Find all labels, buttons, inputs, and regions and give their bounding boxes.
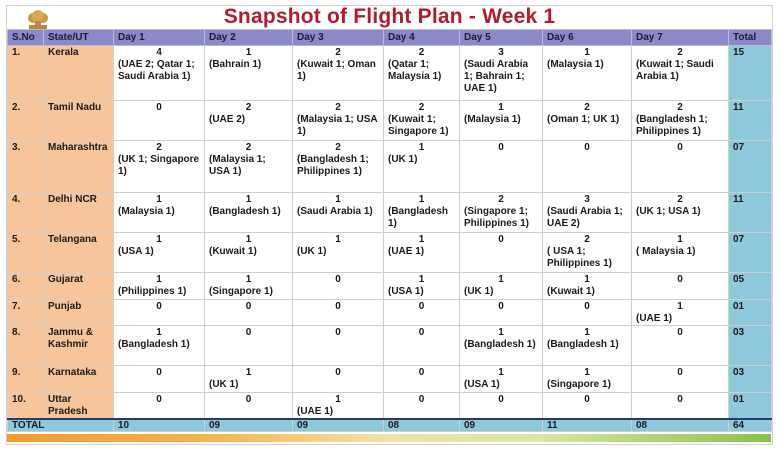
day-total: 08 bbox=[632, 419, 729, 432]
destination-detail: (Bangladesh 1) bbox=[388, 206, 449, 229]
day-cell bbox=[543, 326, 632, 366]
row-total: 07 bbox=[729, 141, 772, 193]
day-cell bbox=[460, 393, 543, 420]
row-total: 05 bbox=[729, 273, 772, 300]
flight-count: 0 bbox=[245, 327, 252, 338]
flight-count: 0 bbox=[677, 327, 683, 338]
flight-plan-table bbox=[7, 29, 772, 432]
destination-detail: (UK 1) bbox=[464, 286, 494, 297]
day-cell bbox=[384, 366, 460, 393]
destination-detail: ( USA 1; Philippines 1) bbox=[547, 246, 613, 269]
flight-count: 2 bbox=[677, 194, 683, 205]
flight-count: 0 bbox=[498, 394, 504, 405]
table-row bbox=[8, 233, 772, 273]
column-header: S.No bbox=[8, 30, 44, 46]
day-cell bbox=[384, 233, 460, 273]
state-name: Punjab bbox=[44, 300, 114, 326]
serial-number: 7. bbox=[8, 300, 44, 326]
day-cell bbox=[293, 233, 384, 273]
flight-count: 0 bbox=[156, 301, 162, 312]
destination-detail: (Bangladesh 1) bbox=[547, 339, 619, 350]
flight-count: 1 bbox=[335, 394, 341, 405]
flight-count: 0 bbox=[677, 367, 683, 378]
day-cell bbox=[460, 300, 543, 326]
day-cell bbox=[205, 101, 293, 141]
row-total: 03 bbox=[729, 366, 772, 393]
destination-detail: (Bangladesh 1; Philippines 1) bbox=[297, 154, 369, 177]
day-cell bbox=[114, 393, 205, 420]
day-cell bbox=[460, 141, 543, 193]
flight-count: 0 bbox=[335, 367, 341, 378]
day-cell bbox=[205, 233, 293, 273]
column-header: Day 2 bbox=[205, 30, 293, 46]
flight-count: 0 bbox=[677, 142, 683, 153]
destination-detail: (UK 1) bbox=[388, 154, 418, 165]
day-cell bbox=[384, 326, 460, 366]
day-cell bbox=[293, 273, 384, 300]
flight-count: 2 bbox=[335, 47, 341, 58]
flight-count: 1 bbox=[498, 274, 504, 285]
flight-count: 1 bbox=[418, 274, 425, 285]
column-header: Day 3 bbox=[293, 30, 384, 46]
row-total: 15 bbox=[729, 46, 772, 101]
flight-count: 0 bbox=[418, 367, 425, 378]
column-header: Day 5 bbox=[460, 30, 543, 46]
destination-detail: (Saudi Arabia 1; UAE 2) bbox=[547, 206, 623, 229]
destination-detail: (USA 1) bbox=[464, 379, 500, 390]
day-cell bbox=[205, 46, 293, 101]
destination-detail: (Kuwait 1) bbox=[547, 286, 595, 297]
header-row bbox=[8, 30, 772, 46]
table-row bbox=[8, 101, 772, 141]
destination-detail: (Philippines 1) bbox=[118, 286, 187, 297]
day-cell bbox=[632, 101, 729, 141]
flight-count: 0 bbox=[418, 327, 425, 338]
flight-count: 0 bbox=[156, 394, 162, 405]
day-cell bbox=[384, 300, 460, 326]
day-cell bbox=[293, 46, 384, 101]
destination-detail: (Bangladesh 1) bbox=[118, 339, 190, 350]
destination-detail: (UK 1; Singapore 1) bbox=[118, 154, 200, 177]
state-name: Delhi NCR bbox=[44, 193, 114, 233]
flight-count: 1 bbox=[156, 194, 162, 205]
flight-count: 2 bbox=[584, 234, 590, 245]
destination-detail: (Kuwait 1; Singapore 1) bbox=[388, 114, 449, 137]
flight-count: 2 bbox=[677, 102, 683, 113]
flight-count: 0 bbox=[584, 142, 590, 153]
day-cell bbox=[293, 393, 384, 420]
state-name: Maharashtra bbox=[44, 141, 114, 193]
destination-detail: (Qatar 1; Malaysia 1) bbox=[388, 59, 442, 82]
flight-count: 1 bbox=[584, 327, 590, 338]
flight-count: 0 bbox=[335, 274, 341, 285]
destination-detail: (Singapore 1; Philippines 1) bbox=[464, 206, 530, 229]
flight-count: 3 bbox=[498, 47, 504, 58]
flight-count: 1 bbox=[245, 234, 252, 245]
flight-count: 2 bbox=[335, 142, 341, 153]
day-cell bbox=[205, 193, 293, 233]
flight-count: 0 bbox=[498, 234, 504, 245]
flight-count: 2 bbox=[335, 102, 341, 113]
flight-count: 4 bbox=[156, 47, 162, 58]
state-name: Uttar Pradesh bbox=[44, 393, 114, 420]
day-cell bbox=[543, 101, 632, 141]
destination-detail: (Bangladesh 1; Philippines 1) bbox=[636, 114, 708, 137]
flight-count: 0 bbox=[584, 394, 590, 405]
flight-count: 1 bbox=[245, 47, 252, 58]
flight-count: 3 bbox=[584, 194, 590, 205]
serial-number: 5. bbox=[8, 233, 44, 273]
flight-count: 1 bbox=[156, 234, 162, 245]
destination-detail: (Malaysia 1) bbox=[547, 59, 604, 70]
flight-count: 1 bbox=[245, 367, 252, 378]
day-cell bbox=[632, 141, 729, 193]
flight-count: 0 bbox=[418, 301, 425, 312]
day-cell bbox=[114, 326, 205, 366]
flight-count: 1 bbox=[584, 47, 590, 58]
flight-count: 2 bbox=[156, 142, 162, 153]
flight-count: 1 bbox=[498, 327, 504, 338]
day-cell bbox=[114, 101, 205, 141]
flight-count: 0 bbox=[245, 394, 252, 405]
destination-detail: (UAE 2; Qatar 1; Saudi Arabia 1) bbox=[118, 59, 195, 82]
destination-detail: (Bangladesh 1) bbox=[464, 339, 536, 350]
state-name: Kerala bbox=[44, 46, 114, 101]
destination-detail: (UK 1; USA 1) bbox=[636, 206, 701, 217]
flight-count: 1 bbox=[677, 234, 683, 245]
destination-detail: (UK 1) bbox=[297, 246, 327, 257]
flight-count: 1 bbox=[677, 301, 683, 312]
table-row bbox=[8, 300, 772, 326]
table-row bbox=[8, 141, 772, 193]
flight-count: 0 bbox=[335, 327, 341, 338]
destination-detail: (Oman 1; UK 1) bbox=[547, 114, 620, 125]
day-cell bbox=[543, 366, 632, 393]
destination-detail: (UAE 1) bbox=[636, 313, 673, 324]
flight-count: 1 bbox=[584, 367, 590, 378]
destination-detail: (Malaysia 1; USA 1) bbox=[209, 154, 266, 177]
state-name: Gujarat bbox=[44, 273, 114, 300]
serial-number: 4. bbox=[8, 193, 44, 233]
day-cell bbox=[293, 193, 384, 233]
destination-detail: (Bahrain 1) bbox=[209, 59, 262, 70]
flight-count: 2 bbox=[498, 194, 504, 205]
column-header: Day 7 bbox=[632, 30, 729, 46]
destination-detail: (Kuwait 1; Oman 1) bbox=[297, 59, 376, 82]
flight-count: 0 bbox=[498, 142, 504, 153]
destination-detail: (UAE 2) bbox=[209, 114, 246, 125]
flight-count: 0 bbox=[677, 274, 683, 285]
destination-detail: (Saudi Arabia 1; Bahrain 1; UAE 1) bbox=[464, 59, 529, 94]
column-header: State/UT bbox=[44, 30, 114, 46]
day-cell bbox=[114, 300, 205, 326]
flight-count: 0 bbox=[418, 394, 425, 405]
state-name: Telangana bbox=[44, 233, 114, 273]
day-total: 09 bbox=[460, 419, 543, 432]
day-cell bbox=[205, 393, 293, 420]
day-cell bbox=[384, 273, 460, 300]
row-total: 01 bbox=[729, 393, 772, 420]
flight-count: 0 bbox=[584, 301, 590, 312]
flight-count: 2 bbox=[245, 142, 252, 153]
serial-number: 8. bbox=[8, 326, 44, 366]
destination-detail: (USA 1) bbox=[388, 286, 424, 297]
day-cell bbox=[293, 326, 384, 366]
day-cell bbox=[384, 101, 460, 141]
row-total: 11 bbox=[729, 193, 772, 233]
table-row bbox=[8, 326, 772, 366]
destination-detail: (Singapore 1) bbox=[209, 286, 273, 297]
day-cell bbox=[543, 300, 632, 326]
destination-detail: (UAE 1) bbox=[388, 246, 425, 257]
grand-total: 64 bbox=[729, 419, 772, 432]
day-cell bbox=[632, 300, 729, 326]
day-total: 09 bbox=[293, 419, 384, 432]
flight-count: 1 bbox=[245, 194, 252, 205]
destination-detail: (Kuwait 1) bbox=[209, 246, 257, 257]
day-cell bbox=[114, 366, 205, 393]
flight-count: 1 bbox=[156, 274, 162, 285]
flight-count: 1 bbox=[584, 274, 590, 285]
flight-count: 1 bbox=[498, 367, 504, 378]
day-cell bbox=[205, 300, 293, 326]
state-name: Tamil Nadu bbox=[44, 101, 114, 141]
flight-count: 2 bbox=[245, 102, 252, 113]
flight-count: 1 bbox=[156, 327, 162, 338]
flight-count: 1 bbox=[418, 194, 425, 205]
flight-count: 0 bbox=[245, 301, 252, 312]
serial-number: 9. bbox=[8, 366, 44, 393]
destination-detail: (Bangladesh 1) bbox=[209, 206, 281, 217]
flight-count: 0 bbox=[498, 301, 504, 312]
day-cell bbox=[205, 273, 293, 300]
destination-detail: (UAE 1) bbox=[297, 406, 334, 417]
day-cell bbox=[632, 366, 729, 393]
day-cell bbox=[632, 273, 729, 300]
destination-detail: ( Malaysia 1) bbox=[636, 246, 696, 257]
day-total: 08 bbox=[384, 419, 460, 432]
table-row bbox=[8, 366, 772, 393]
flight-count: 0 bbox=[677, 394, 683, 405]
row-total: 11 bbox=[729, 101, 772, 141]
day-cell bbox=[205, 366, 293, 393]
day-cell bbox=[543, 46, 632, 101]
day-total: 11 bbox=[543, 419, 632, 432]
serial-number: 1. bbox=[8, 46, 44, 101]
destination-detail: (UK 1) bbox=[209, 379, 239, 390]
day-cell bbox=[460, 366, 543, 393]
flight-count: 2 bbox=[418, 102, 425, 113]
serial-number: 2. bbox=[8, 101, 44, 141]
day-cell bbox=[205, 326, 293, 366]
day-cell bbox=[543, 141, 632, 193]
destination-detail: (USA 1) bbox=[118, 246, 154, 257]
table-row bbox=[8, 46, 772, 101]
totals-label: TOTAL bbox=[8, 419, 114, 432]
destination-detail: (Malaysia 1) bbox=[464, 114, 521, 125]
day-cell bbox=[114, 233, 205, 273]
flight-count: 1 bbox=[245, 274, 252, 285]
flight-count: 0 bbox=[156, 102, 162, 113]
page-title: Snapshot of Flight Plan - Week 1 bbox=[223, 5, 556, 28]
tricolor-footer-band bbox=[7, 434, 771, 442]
day-cell bbox=[460, 101, 543, 141]
day-cell bbox=[460, 193, 543, 233]
state-name: Karnataka bbox=[44, 366, 114, 393]
flight-count: 0 bbox=[335, 301, 341, 312]
day-cell bbox=[632, 46, 729, 101]
serial-number: 10. bbox=[8, 393, 44, 420]
day-cell bbox=[632, 393, 729, 420]
flight-count: 2 bbox=[584, 102, 590, 113]
row-total: 03 bbox=[729, 326, 772, 366]
day-cell bbox=[114, 273, 205, 300]
flight-count: 1 bbox=[335, 234, 341, 245]
day-cell bbox=[543, 233, 632, 273]
day-cell bbox=[293, 141, 384, 193]
destination-detail: (Saudi Arabia 1) bbox=[297, 206, 373, 217]
day-cell bbox=[114, 141, 205, 193]
flight-count: 2 bbox=[418, 47, 425, 58]
day-cell bbox=[384, 193, 460, 233]
flight-count: 1 bbox=[418, 142, 425, 153]
day-cell bbox=[543, 273, 632, 300]
day-cell bbox=[632, 233, 729, 273]
flight-count: 2 bbox=[677, 47, 683, 58]
day-cell bbox=[114, 193, 205, 233]
day-cell bbox=[384, 393, 460, 420]
table-row bbox=[8, 273, 772, 300]
column-header: Day 6 bbox=[543, 30, 632, 46]
totals-row bbox=[8, 419, 772, 432]
day-cell bbox=[205, 141, 293, 193]
day-cell bbox=[460, 273, 543, 300]
day-cell bbox=[632, 193, 729, 233]
column-header: Day 4 bbox=[384, 30, 460, 46]
destination-detail: (Malaysia 1; USA 1) bbox=[297, 114, 378, 137]
row-total: 01 bbox=[729, 300, 772, 326]
state-name: Jammu & Kashmir bbox=[44, 326, 114, 366]
flight-count: 0 bbox=[156, 367, 162, 378]
day-total: 10 bbox=[114, 419, 205, 432]
row-total: 07 bbox=[729, 233, 772, 273]
table-row bbox=[8, 193, 772, 233]
flight-count: 1 bbox=[418, 234, 425, 245]
day-cell bbox=[543, 393, 632, 420]
flight-count: 1 bbox=[335, 194, 341, 205]
day-cell bbox=[293, 300, 384, 326]
day-cell bbox=[632, 326, 729, 366]
table-row bbox=[8, 393, 772, 420]
day-cell bbox=[460, 46, 543, 101]
serial-number: 3. bbox=[8, 141, 44, 193]
day-cell bbox=[460, 326, 543, 366]
destination-detail: (Singapore 1) bbox=[547, 379, 611, 390]
day-cell bbox=[384, 46, 460, 101]
day-cell bbox=[543, 193, 632, 233]
day-cell bbox=[384, 141, 460, 193]
day-cell bbox=[460, 233, 543, 273]
flight-count: 1 bbox=[498, 102, 504, 113]
day-cell bbox=[293, 101, 384, 141]
serial-number: 6. bbox=[8, 273, 44, 300]
day-cell bbox=[293, 366, 384, 393]
day-cell bbox=[114, 46, 205, 101]
day-total: 09 bbox=[205, 419, 293, 432]
destination-detail: (Malaysia 1) bbox=[118, 206, 175, 217]
column-header: Total bbox=[729, 30, 772, 46]
column-header: Day 1 bbox=[114, 30, 205, 46]
destination-detail: (Kuwait 1; Saudi Arabia 1) bbox=[636, 59, 714, 82]
